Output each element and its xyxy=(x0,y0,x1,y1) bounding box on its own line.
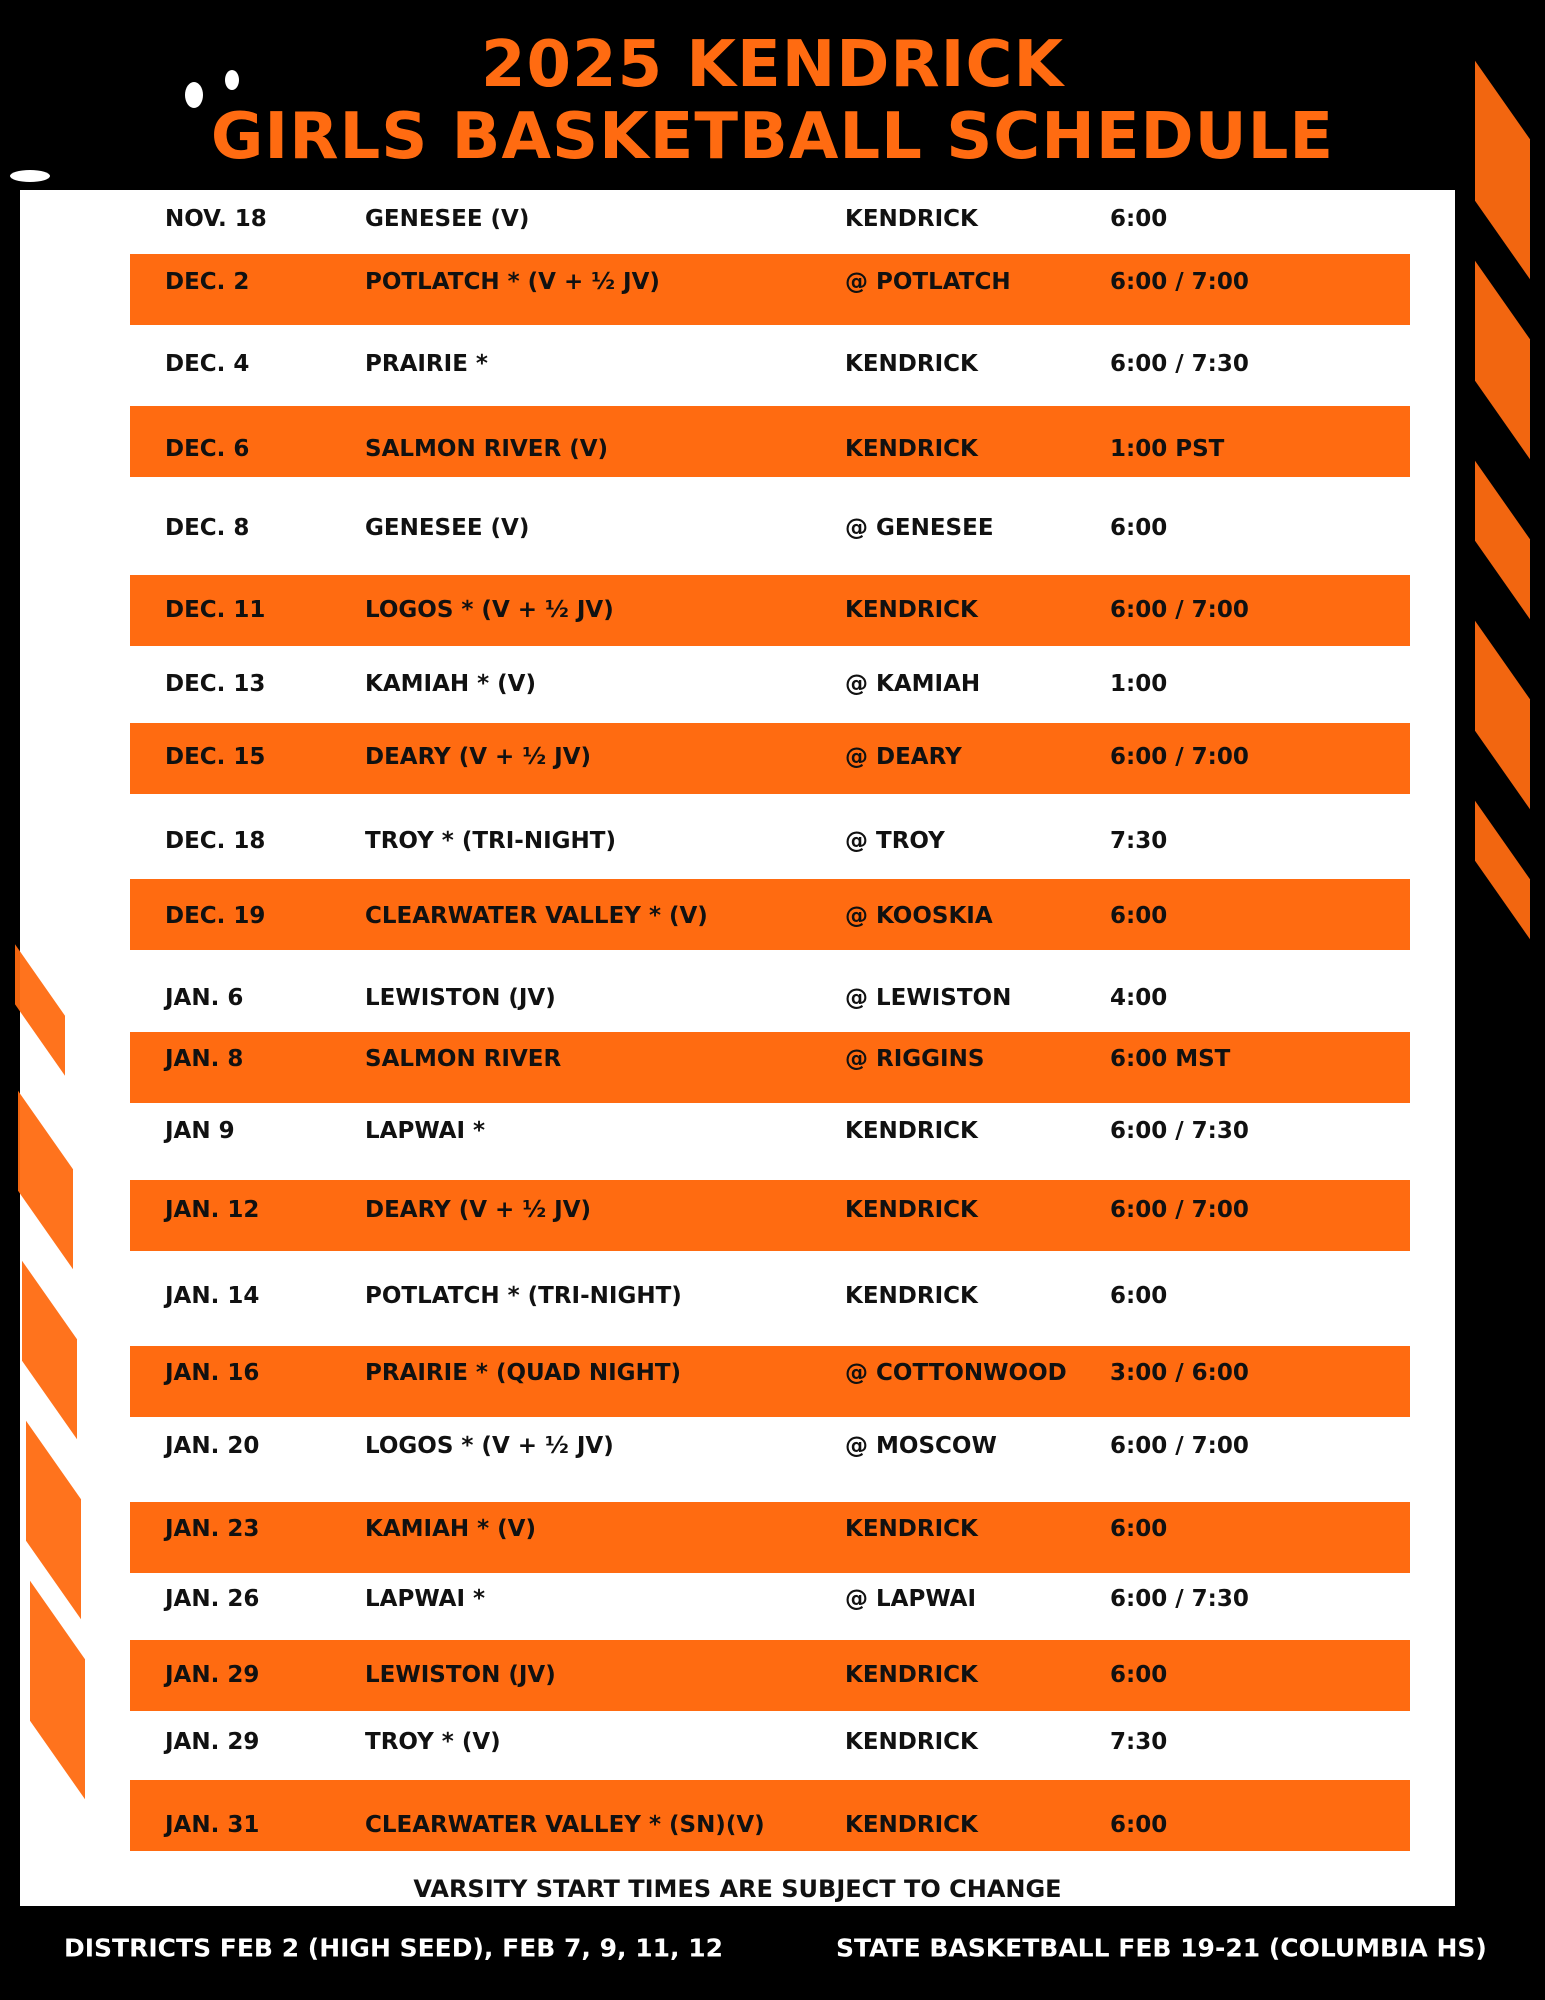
game-opponent: SALMON RIVER (V) xyxy=(365,436,609,462)
game-date: DEC. 18 xyxy=(165,828,266,854)
game-location: @ GENESEE xyxy=(845,515,994,541)
row-highlight-band xyxy=(130,1780,1410,1851)
game-date: JAN. 12 xyxy=(165,1197,260,1223)
game-time: 6:00 MST xyxy=(1110,1046,1231,1072)
game-location: @ KAMIAH xyxy=(845,671,981,697)
title-line-1: 2025 KENDRICK xyxy=(480,28,1065,102)
game-date: JAN. 26 xyxy=(165,1586,260,1612)
game-time: 6:00 / 7:00 xyxy=(1110,597,1249,623)
game-time: 6:00 / 7:30 xyxy=(1110,351,1249,377)
game-opponent: CLEARWATER VALLEY * (SN)(V) xyxy=(365,1812,765,1838)
game-date: JAN. 16 xyxy=(165,1360,260,1386)
game-location: KENDRICK xyxy=(845,436,978,462)
game-opponent: PRAIRIE * (QUAD NIGHT) xyxy=(365,1360,682,1386)
game-time: 6:00 / 7:00 xyxy=(1110,1433,1249,1459)
game-opponent: LAPWAI * xyxy=(365,1118,486,1144)
game-date: NOV. 18 xyxy=(165,206,267,232)
game-opponent: KAMIAH * (V) xyxy=(365,671,536,697)
game-location: @ MOSCOW xyxy=(845,1433,997,1459)
game-opponent: KAMIAH * (V) xyxy=(365,1516,536,1542)
game-date: DEC. 15 xyxy=(165,744,266,770)
game-opponent: GENESEE (V) xyxy=(365,206,530,232)
game-date: JAN. 14 xyxy=(165,1283,260,1309)
game-opponent: TROY * (TRI-NIGHT) xyxy=(365,828,616,854)
game-date: DEC. 11 xyxy=(165,597,266,623)
game-date: JAN. 29 xyxy=(165,1662,260,1688)
game-date: JAN. 31 xyxy=(165,1812,260,1838)
game-location: KENDRICK xyxy=(845,1283,978,1309)
game-time: 6:00 xyxy=(1110,1516,1168,1542)
game-location: KENDRICK xyxy=(845,351,978,377)
game-date: JAN 9 xyxy=(165,1118,235,1144)
game-date: JAN. 23 xyxy=(165,1516,260,1542)
game-opponent: SALMON RIVER xyxy=(365,1046,562,1072)
row-highlight-band xyxy=(130,1502,1410,1573)
game-location: @ KOOSKIA xyxy=(845,903,993,929)
state-info: STATE BASKETBALL FEB 19-21 (COLUMBIA HS) xyxy=(836,1933,1487,1963)
districts-info: DISTRICTS FEB 2 (HIGH SEED), FEB 7, 9, 11, 12 xyxy=(64,1933,724,1963)
game-date: DEC. 6 xyxy=(165,436,250,462)
game-date: JAN. 29 xyxy=(165,1729,260,1755)
game-location: @ TROY xyxy=(845,828,945,854)
game-location: @ POTLATCH xyxy=(845,269,1011,295)
disclaimer-note: VARSITY START TIMES ARE SUBJECT TO CHANGE xyxy=(413,1875,1062,1903)
game-location: KENDRICK xyxy=(845,597,978,623)
game-location: KENDRICK xyxy=(845,1662,978,1688)
decorative-stripe xyxy=(1475,801,1530,940)
game-opponent: DEARY (V + ½ JV) xyxy=(365,744,592,770)
game-time: 6:00 xyxy=(1110,1662,1168,1688)
game-time: 6:00 / 7:30 xyxy=(1110,1118,1249,1144)
game-time: 6:00 / 7:30 xyxy=(1110,1586,1249,1612)
game-location: @ LEWISTON xyxy=(845,985,1012,1011)
game-opponent: LEWISTON (JV) xyxy=(365,985,556,1011)
title-line-2: GIRLS BASKETBALL SCHEDULE xyxy=(210,100,1335,174)
game-opponent: GENESEE (V) xyxy=(365,515,530,541)
game-date: DEC. 13 xyxy=(165,671,266,697)
game-date: DEC. 4 xyxy=(165,351,250,377)
game-time: 6:00 xyxy=(1110,206,1168,232)
row-highlight-band xyxy=(130,879,1410,950)
game-date: DEC. 8 xyxy=(165,515,250,541)
game-location: KENDRICK xyxy=(845,1197,978,1223)
game-time: 6:00 xyxy=(1110,1812,1168,1838)
game-date: DEC. 2 xyxy=(165,269,250,295)
game-opponent: TROY * (V) xyxy=(365,1729,501,1755)
game-date: JAN. 8 xyxy=(165,1046,244,1072)
decorative-stripe xyxy=(1475,261,1530,460)
row-highlight-band xyxy=(130,1640,1410,1711)
game-location: KENDRICK xyxy=(845,1812,978,1838)
game-opponent: LEWISTON (JV) xyxy=(365,1662,556,1688)
game-time: 7:30 xyxy=(1110,1729,1168,1755)
game-location: @ COTTONWOOD xyxy=(845,1360,1067,1386)
game-opponent: LAPWAI * xyxy=(365,1586,486,1612)
decorative-stripe xyxy=(1475,621,1530,810)
game-time: 6:00 / 7:00 xyxy=(1110,744,1249,770)
game-time: 6:00 xyxy=(1110,903,1168,929)
game-location: KENDRICK xyxy=(845,206,978,232)
game-location: KENDRICK xyxy=(845,1729,978,1755)
game-opponent: POTLATCH * (V + ½ JV) xyxy=(365,269,660,295)
game-time: 7:30 xyxy=(1110,828,1168,854)
game-opponent: PRAIRIE * xyxy=(365,351,488,377)
game-opponent: LOGOS * (V + ½ JV) xyxy=(365,1433,614,1459)
game-location: KENDRICK xyxy=(845,1516,978,1542)
game-time: 6:00 / 7:00 xyxy=(1110,1197,1249,1223)
game-location: KENDRICK xyxy=(845,1118,978,1144)
decorative-stripe xyxy=(1475,461,1530,620)
game-opponent: DEARY (V + ½ JV) xyxy=(365,1197,592,1223)
game-time: 6:00 xyxy=(1110,1283,1168,1309)
game-location: @ RIGGINS xyxy=(845,1046,985,1072)
game-time: 3:00 / 6:00 xyxy=(1110,1360,1249,1386)
game-opponent: POTLATCH * (TRI-NIGHT) xyxy=(365,1283,682,1309)
game-location: @ DEARY xyxy=(845,744,962,770)
game-time: 4:00 xyxy=(1110,985,1168,1011)
game-time: 1:00 PST xyxy=(1110,436,1225,462)
game-date: DEC. 19 xyxy=(165,903,266,929)
game-time: 6:00 xyxy=(1110,515,1168,541)
game-date: JAN. 20 xyxy=(165,1433,260,1459)
game-date: JAN. 6 xyxy=(165,985,244,1011)
game-location: @ LAPWAI xyxy=(845,1586,977,1612)
game-opponent: LOGOS * (V + ½ JV) xyxy=(365,597,614,623)
game-opponent: CLEARWATER VALLEY * (V) xyxy=(365,903,708,929)
game-time: 6:00 / 7:00 xyxy=(1110,269,1249,295)
game-time: 1:00 xyxy=(1110,671,1168,697)
